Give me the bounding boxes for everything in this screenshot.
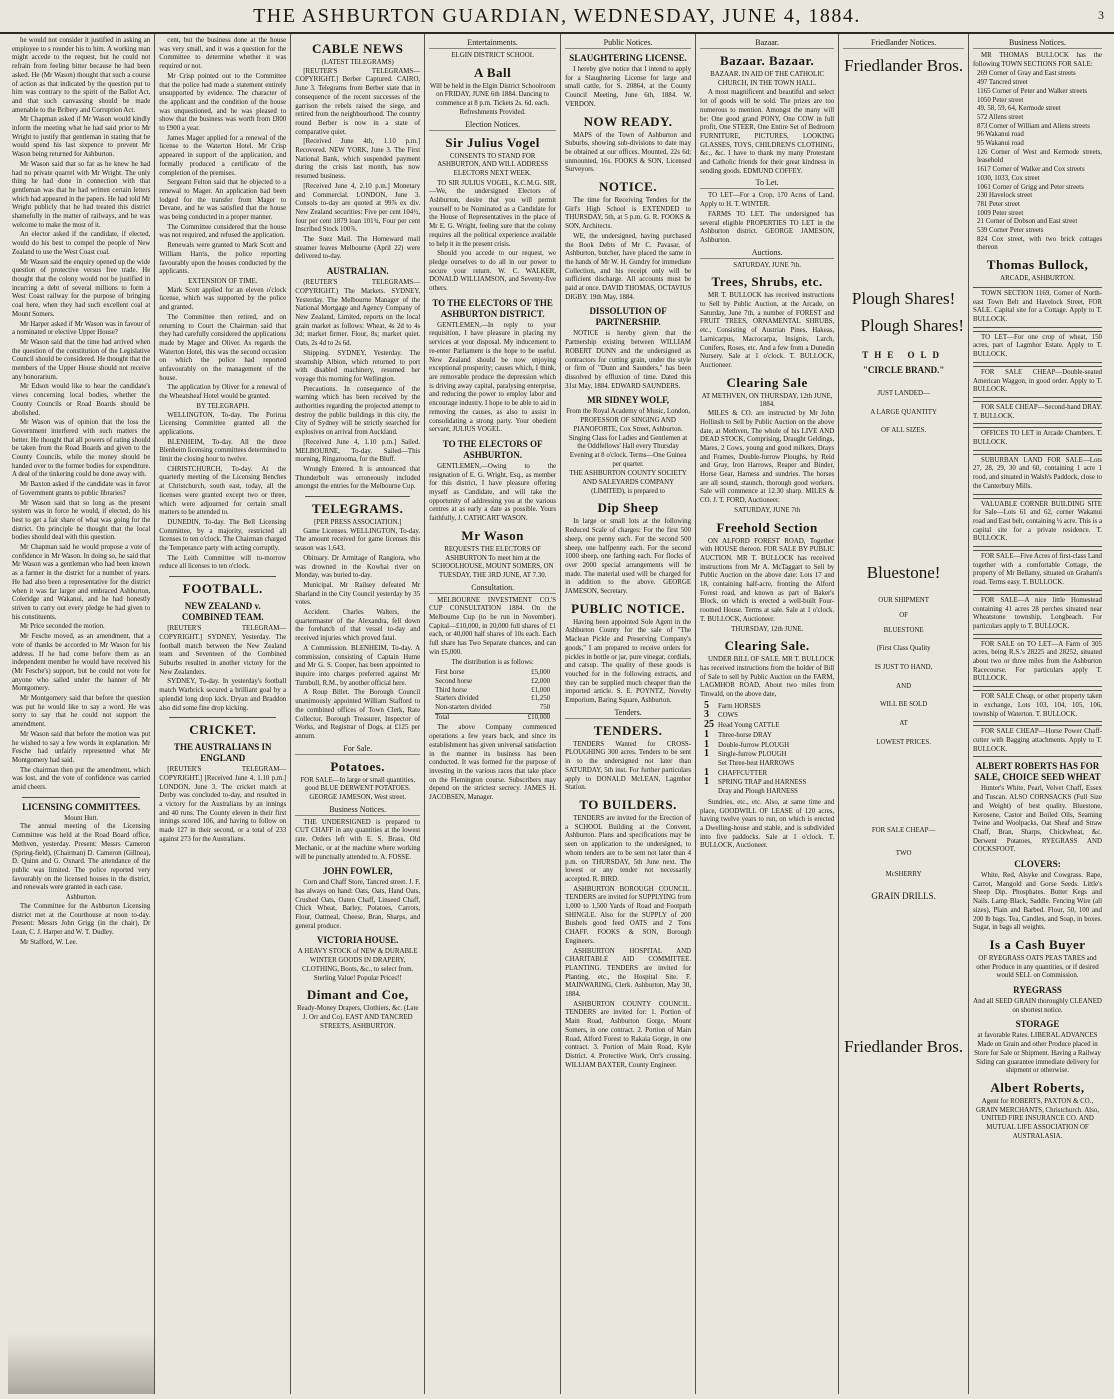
classified-heading: Business Notices.: [973, 37, 1102, 49]
ad-heading: ALBERT ROBERTS HAS FOR SALE, CHOICE SEED WHEAT: [974, 761, 1101, 783]
ad-heading-vogel: Sir Julius Vogel: [445, 134, 540, 150]
list-item: 49, 58, 59, 64, Kermode street: [977, 105, 1061, 113]
ad-text: (First Class Quality: [876, 645, 931, 653]
ad-heading-bluestone: Bluestone!: [866, 563, 941, 583]
list-item: [704, 778, 834, 788]
ad-heading-potatoes: Potatoes.: [330, 758, 386, 774]
ad-body: FOR SALE Cheap, or other property taken in exchange, Lots 103, 104, 105, 106, township of Waterton. T. BULLOCK.: [973, 690, 1102, 722]
table-row: [435, 669, 550, 678]
list-item: 497 Tancred street: [977, 79, 1028, 87]
ad-heading: TO THE ELECTORS OF ASHBURTON.: [442, 438, 543, 460]
classified-heading: Auctions.: [700, 247, 834, 259]
section-heading-football: FOOTBALL.: [182, 581, 263, 597]
ad-body: THE UNDERSIGNED is prepared to CUT CHAFF in any quantities at the lowest rate. Orders left with E. S. Brass, Old Mechanic, or at the machine where working will be punctually attended to. A. FOSSE.: [295, 818, 421, 861]
lot-item: Double-furrow PLOUGH: [718, 741, 790, 749]
lot-item: SPRING TRAP and HARNESS: [718, 779, 807, 787]
ad-body: at favorable Rates. LIBERAL ADVANCES Made on Grain and other Produce placed in Store for Sale or Shipment. Having a Railway Siding can guarantee immediate delivery for shipment or otherwise.: [974, 1032, 1101, 1075]
lot-item: Head Young CATTLE: [718, 722, 780, 730]
ad-heading-freehold: Freehold Section: [716, 519, 818, 535]
classified-heading: Consultation.: [429, 582, 556, 594]
ad-body: Having been appointed Sole Agent in the Ashburton County for the sale of "The Maclean Pickle and Preserving Company's goods," I am prepared to receive orders for pickles in bottle or jar, pure vinegar, cordials, and catsup. The quality of these goods is vouched for in the following extracts, and they can be supplied much cheaper than the imported article. S. E. POYNTZ, Novelty Emporium, Baring Square, Ashburton.: [565, 618, 692, 705]
spacer: [843, 900, 964, 1030]
ad-body: FARMS TO LET. The undersigned has several eligible PROPERTIES TO LET in the Ashburton district. GEORGE JAMESON, Ashburton.: [700, 210, 835, 244]
table-row: [435, 678, 550, 687]
paragraph: James Mager applied for a renewal of the license to the Waterton Hotel. Mr Crisp appeared in support of the application, and formally produced a certificate of the completion of the premises.: [159, 134, 287, 177]
ad-date: THURSDAY, 12th JUNE.: [731, 625, 804, 633]
ad-body: NOTICE is hereby given that the Partnership existing between WILLIAM ROBERT DUNN and the undersigned as contractors for cutting grain, under the style or firm of "Dunn and Saunders," has been dissolved by effluxion of time. Dated this 31st May, 1884. EDWARD SAUNDERS.: [565, 330, 692, 390]
paragraph: [Received June 4, 2.10 p.m.] Monetary and Commercial. LONDON, June 3. Consols to-day are quoted at 99⅞ ex div. New Zealand securities: Five per cent 104½, four per cent 1879 loan 101¾, Four per cent Inscribed Stock 100⅞.: [295, 182, 421, 234]
ad-body: CONSENTS TO STAND FOR ASHBURTON, AND WILL ADDRESS ELECTORS NEXT WEEK.: [437, 152, 549, 177]
list-item: 781 Peter street: [977, 200, 1020, 208]
ad-body: In large or small lots at the following Reduced Scale of charges: For the first 500 sheep, one penny each. For the second 500 sheep, one halfpenny each. For the second 1000 sheep, one farthing each. For flocks of over 2000 special arrangements will be made. The material used will be charged for in addition to the above. GEORGE JAMESON, Secretary.: [565, 518, 692, 596]
paragraph: Mr Wason said that so long as the present system was in force he would, if elected, do his best to get a fair share of what was going for the district. On principle he thought that the local bodies should deal with this question.: [12, 499, 151, 542]
ad-body: A most magnificent and beautiful and select lot of goods will be sold. The prizes are too numerous to mention. Amongst the many will be: One good grand PONY, One COW in full profit, One STEER, One Entire Set of Bedroom FURNITURE, PICTURES, LOOKING GLASSES, TOYS, CHILDREN'S CLOTHING, &c., &c. I have to thank my many Protestant and Catholic friends for their great kindness in sending goods. EDMUND COFFEY.: [700, 89, 835, 175]
subheading: Ashburton.: [65, 894, 97, 902]
ad-body: FOR SALE CHEAP—Second-hand DRAY. T. BULLOCK.: [973, 401, 1102, 424]
paragraph: Mr Wason said the enquiry opened up the wide question of protective versus free trade. He thought that the colony would not be justified in incurring a debt of several millions to form a West Coast railway for the purpose of bringing coal here, when they had such excellent coal at Mount Somers.: [12, 258, 151, 318]
ad-heading-storage: STORAGE: [1015, 1019, 1060, 1030]
ad-body: MR T. BULLOCK has received instructions to Sell by Public Auction, at the Arcade, on Saturday, June 7th, a number of FOREST and FRUIT TREES, ORNAMENTAL SHRUBS, etc., Consisting of Austrian Pines, Hakeas, Larnicarpus, Macrocarpa, Insignis, Larch, Conifers, Roses, etc. And a few from a Dunedin Nursery. Sale at 1 o'clock. T. BULLOCK, Auctioneer.: [700, 292, 835, 369]
ad-body: MR THOMAS BULLOCK has the following TOWN SECTIONS FOR SALE:: [973, 52, 1102, 68]
row-value: 750: [539, 704, 551, 712]
paragraph: Mr Wason was of opinion that the loss the Government interfered with such matters the better. He thought that all powers of rating should be taken from the Road Boards and given to the County Councils, while the money should be handed over to the former bodies for expenditure. A deal of the tinkering could be done away with.: [12, 419, 151, 479]
ad-body: A HEAVY STOCK of NEW & DURABLE WINTER GOODS IN DRAPERY, CLOTHING, Boots, &c., to select from. Sterling Value! Popular Prices!!: [297, 948, 418, 982]
paragraph: Mr Crisp pointed out to the Committee that the police had made a statement entirely unsupported by evidence. The character of the applicant and the condition of the house was unquestioned, and he was pleased to show that the business was worth from £800 to £900 a year.: [159, 72, 287, 133]
lot-quantity: 1: [704, 738, 710, 750]
list-item: 21 Corner of Dobson and East street: [977, 218, 1078, 226]
ad-subheading: THE ASHBURTON COUNTY SOCIETY AND SALEYARDS COMPANY (LIMITED), is prepared to: [569, 470, 687, 495]
paragraph: A Commission. BLENHEIM, To-day. A commission, consisting of Captain Hume and Mr G. S. Cooper, has been appointed to inquire into charges preferred against Mr Turnbull, R.M., by another official here.: [295, 644, 421, 687]
list-item: 1617 Corner of Walker and Cox streets: [977, 166, 1085, 174]
ad-body: FOR SALE—Five Acres of first-class Land together with a comfortable Cottage, the property of Mr Bellamy, situated on Graham's road. Terms easy. T. BULLOCK.: [973, 550, 1102, 591]
ad-heading-ball: A Ball: [473, 64, 512, 80]
lot-quantity: 5: [704, 699, 710, 711]
lot-quantity: 1: [704, 728, 710, 740]
ad-heading-tenders: TENDERS.: [593, 722, 663, 738]
paragraph: Mr Wason said that the time had arrived when the question of the constitution of the Legislative Council should be considered. He thought that the members of the Upper House should not receive any honorarium.: [12, 338, 151, 381]
column-7: [839, 34, 969, 1394]
divider: [305, 496, 410, 497]
paragraph: Mr Montgomery said that before the question was put he would like to say a word. He was sorry to say that he could not support the amendment.: [12, 695, 151, 729]
row-label: Total: [435, 713, 450, 721]
ad-heading-clearing-sale: Clearing Sale: [726, 374, 808, 390]
list-item: 824 Cox street, with two brick cottages thereon: [977, 235, 1102, 252]
ad-heading-public-notice: PUBLIC NOTICE.: [571, 600, 686, 616]
list-item: 873 Corner of William and Allens streets: [977, 122, 1090, 130]
list-item: 539 Corner Peter streets: [977, 227, 1044, 235]
ad-text: TWO: [895, 850, 912, 858]
ad-text: FOR SALE CHEAP—: [871, 827, 936, 835]
classified-heading: Business Notices.: [295, 804, 420, 816]
row-label: Non-starters divided: [435, 704, 492, 712]
ad-body: Should you accede to our request, we pledge ourselves to do all in our power to secure your return. W. C. WALKER, DONALD WILLIAMSON, and Seventy-five others.: [429, 250, 557, 293]
ad-body: MILES & CO. are instructed by Mr John Hollinsh to Sell by Public Auction on the above date, at Methven, The whole of his LIVE AND DEAD STOCK, Comprising, Draught Geldings, Mares, 2 Cows, young and good milkers, Drays and Frames, Double-furrow Ploughs, by Reid and Gray, Iron Harrows, Reaper and Binder, Horse Gear, Harness and sundries. The horses are all sound, staunch, thorough good workers. Sale will commence at 12.30 sharp. MILES & CO. J. T. FORD, Auctioneer.: [700, 410, 835, 505]
classified-heading: Entertainments.: [429, 37, 556, 49]
list-item: 126 Corner of West and Kermode streets, leasehold: [977, 148, 1102, 165]
section-list: [977, 70, 1102, 253]
list-item: 1030, 1033, Cox street: [977, 174, 1040, 182]
spacer: [843, 82, 964, 282]
paragraph: Obituary. Dr Armitage of Rangiora, who was drowned in the Kowhai river on Monday, was buried to-day.: [295, 554, 421, 580]
column-2: [155, 34, 291, 1394]
ad-heading-friedlander: Friedlander Bros.: [844, 1037, 964, 1057]
row-value: £10,000: [527, 713, 551, 721]
paragraph: WELLINGTON, To-day. The Porirua Licensing Committee granted all the applications.: [159, 411, 287, 436]
paragraph: Mr Chapman said he would propose a vote of confidence in Mr Wason. In doing so, he said that Mr Wason was a gentleman who had been known as a farmer in the district for a number of years. He had also been a representative for the district when it was far larger and embraced Ashburton, Coleridge and Wakanui, and he had honestly striven to carry out every pledge he had given to his constituents.: [12, 544, 151, 621]
ad-heading-plough-shares: Plough Shares!: [860, 316, 964, 335]
ad-heading-clovers: CLOVERS:: [1014, 859, 1061, 870]
ad-text: BLUESTONE: [883, 626, 924, 634]
subheading: NEW ZEALAND v. COMBINED TEAM.: [181, 601, 264, 623]
row-label: First horse: [435, 669, 465, 677]
table-row: [435, 687, 550, 696]
ad-heading-dimant: Dimant and Coe,: [306, 987, 409, 1003]
ad-body: Corn and Chaff Store, Tancred street. J. F. has always on hand: Oats, Oats, Hand Oats, Crushed Oats, Oaten Chaff, Linseed Chaff, Chick Wheat, Barley, Potatoes, Carrots, Flour, Oatmeal, Cheese, Bran, Sharps, and general produce.: [295, 879, 421, 930]
ad-text: A LARGE QUANTITY: [870, 408, 937, 416]
ad-text: LOWEST PRICES.: [876, 738, 931, 746]
lot-quantity: 3: [704, 709, 710, 721]
page-number: 3: [1098, 8, 1104, 22]
paragraph: Mr Fesche moved, as an amendment, that a vote of thanks be accorded to Mr Wason for his address. If he had come before them as an independent member he would have received his (Mr Fesche's) support, but he could not vote for anyone who sailed under the banner of Mr Montgomery.: [12, 633, 151, 693]
column-4: [425, 34, 561, 1394]
column-1: [8, 34, 155, 1394]
row-value: £1,250: [531, 695, 551, 703]
ad-heading-dip-sheep: Dip Sheep: [597, 500, 659, 516]
paragraph: cent, but the business done at the house was very small, and it was a question for the Committee to determine whether it was required or not.: [159, 37, 287, 71]
paragraph: BLENHEIM, To-day. All the three Blenheim licensing committees determined to limit the closing hour to twelve.: [159, 438, 287, 464]
paragraph: CHRISTCHURCH, To-day. At the quarterly meeting of the Licensing Benches at Christchurch, south east, today, all the licenses were granted except two or three, which were adjourned for certain small matters to be attended to.: [159, 465, 287, 517]
divider: [169, 717, 276, 718]
ad-body: TO LET—For one crop of wheat, 150 acres, part of Lagmhor Estate. Apply to T. BULLOCK.: [973, 331, 1102, 363]
paragraph: Renewals were granted to Mark Scott and William Harris, the police reporting favourably upon the houses conducted by the applicants.: [159, 242, 287, 276]
masthead: [0, 0, 1114, 34]
paragraph: Mr Wason said that so far as he knew he had had no private quarrel with Mr Wright. The only thing he had done in connection with that gentleman was that he had written certain letters which had appeared in the papers. He had told Mr Wright publicly that he had treated this district shamefully in the matter of railways, and he was welcome to make the most of it.: [12, 160, 151, 229]
section-heading-cable-news: CABLE NEWS: [312, 41, 404, 56]
lot-item: Three-horse DRAY: [718, 731, 772, 739]
list-item: [704, 721, 834, 731]
paragraph: Mr Wason said that before the motion was put he wished to say a few words in explanation. Mr Fesche had unfairly represented what Mr Montgomery had said.: [12, 730, 151, 764]
ad-body: TO SIR JULIUS VOGEL, K.C.M.G. SIR,—We, the undersigned Electors of Ashburton, desire that you will permit yourself to be Nominated as a Candidate for the House of Representatives in the place of Mr E. G. Wright, feeling sure that the colony requires all the political experience available to help it in the present crisis.: [429, 179, 557, 248]
section-heading: AUSTRALIAN.: [326, 266, 389, 277]
classified-heading: Election Notices.: [429, 119, 556, 131]
row-label: Starters divided: [435, 695, 479, 703]
paragraph: An elector asked if the candidate, if elected, would do his best to compel the people of New Zealand to use the West Coast coal.: [12, 231, 151, 256]
paragraph: The chairman then put the amendment, which was lost, and the vote of confidence was carried amid cheers.: [12, 766, 151, 792]
lot-item: CHAFFCUTTER: [718, 769, 768, 777]
paragraph: Sergeant Felton said that he objected to a renewal to Mager. An application had been lodged for the transfer from Mager to Devane, and he was satisfied that the house was being conducted in a proper manner.: [159, 179, 287, 222]
ad-heading: DISSOLUTION OF PARTNERSHIP.: [589, 306, 667, 328]
column-8: [969, 34, 1106, 1394]
paragraph: [REUTER'S TELEGRAMS—COPYRIGHT.] Berber Captured. CAIRO, June 3. Telegrams from Berber state that in consequence of the recent successes of the garrison the rebels raised the siege, and retired from the neighbourhood. The country round Berber is now in a state of comparative quiet.: [295, 67, 421, 136]
ad-body: FOR SALE—In large or small quantities, good BLUE DERWENT POTATOES. GEORGE JAMESON, West street.: [300, 776, 416, 802]
column-5: [561, 34, 696, 1394]
section-heading-cricket: CRICKET.: [189, 722, 257, 738]
ad-body: OFFICES TO LET in Arcade Chambers. T. BULLOCK.: [973, 427, 1102, 450]
ad-heading-plough-shares: Plough Shares!: [851, 289, 956, 308]
list-item: [704, 738, 834, 751]
list-item: 1061 Corner of Grigg and Peter streets: [977, 183, 1084, 191]
paragraph: he would not consider it justified in asking an employee to s rounder his to him. A working man might accede to the request, but he could not refrain from feeling bitter because he had been asked. He (Mr Wason) thought that such a course of action as that indicated by the question put to him was contrary to the spirit of the Ballot Act, and that such canvassing should be made amenable to the Bribery and Corruption Act.: [12, 37, 151, 114]
ad-heading-fowler: JOHN FOWLER,: [322, 866, 393, 877]
ad-body: FOR SALE—A nice little Homestead containing 41 acres 28 perches situated near Wheatstone township, Longbeach. For particulars apply to T. BULLOCK.: [973, 594, 1102, 635]
ad-text: "CIRCLE BRAND.": [862, 365, 945, 375]
ad-body: TENDERS Wanted for CROSS-PLOUGHING 300 acres. Tenders to be sent in to the undersigned not later than SATURDAY, 5th inst. For further particulars apply to DONALD McLEAN, Lagmhor Station.: [565, 740, 692, 792]
paragraph: SYDNEY, To-day. In yesterday's football match Warbrick secured a brilliant goal by a splendid long drop kick. Dryan and Braddon also did some fine drop kicking.: [159, 678, 287, 712]
ad-body: Hunter's White, Pearl, Velvet Chaff, Essex and Tuscan. ALSO CORNSACKS (Full Size and Weight) of best quality. Bluestone, Kerosene, Castor and Boiled Oils, Seaming Twine and Woolpacks, Oat Sheaf and Straw Chaff, Bran, Sharps, Chickwheat, &c. Derwent Potatoes, RYEGRASS AND COCKSFOOT.: [973, 785, 1102, 854]
ad-body: FOR SALE CHEAP—Horse Power Chaff-cutter with Bagging attachments. Apply to T. BULLOCK.: [973, 725, 1102, 757]
classified-heading: Bazaar.: [700, 37, 834, 49]
table-row: [435, 704, 550, 713]
paragraph: Mr Edson would like to hear the candidate's views concerning local bodies, whether the County Councils or Road Boards should be abolished.: [12, 383, 151, 417]
ad-text: OUR SHIPMENT: [878, 597, 929, 605]
row-value: £2,000: [531, 677, 551, 685]
list-item: [704, 728, 834, 741]
ad-text: JUST LANDED—: [877, 390, 930, 397]
ad-subheading: AT METHVEN, ON THURSDAY, 12th JUNE, 1884.: [701, 392, 833, 409]
paragraph: Precautions. In consequence of the warning which has been received by the authorities regarding the projected attempt to destroy the public buildings in this city, the City of Sydney will be strictly searched for explosives on arrival from Auckland.: [295, 385, 421, 437]
row-label: Third horse: [435, 686, 468, 694]
paragraph: The Committee then retired, and on returning to Court the Chairman said that they had carefully considered the applications made by Mager and Oliver. As regards the Waterton Hotel, this was the second occasion on which the police had reported unfavourably on the management of the house.: [159, 313, 287, 382]
paragraph: Mr Harper asked if Mr Wason was in favour of a nominated or elective Upper House?: [12, 320, 151, 337]
ad-body: SUBURBAN LAND FOR SALE—Lots 27, 28, 29, 30 and 60, containing 1 acre 1 rood, and situated in Walsh's Paddock, close to the Canterbury Mills.: [973, 454, 1102, 495]
ad-heading-friedlander: Friedlander Bros.: [844, 56, 964, 75]
ad-body: ON ALFORD FOREST ROAD, Together with HOUSE thereon. FOR SALE BY PUBLIC AUCTION. MR T. BULLOCK has received instructions from Mr A. McTaggart to Sell by Public Auction on the above date: Lots 17 and 18, containing half-acre, fronting the Alford Forest road, and known as part of Baker's Block, on which is erected a well-built Four-roomed House. Terms at sale. Sale at 1 o'clock. T. BULLOCK, Auctioneer.: [700, 537, 835, 623]
ad-heading-builders: TO BUILDERS.: [579, 797, 677, 812]
ad-heading-clearing-sale-2: Clearing Sale.: [724, 638, 810, 654]
list-item: 230 Havelock street: [977, 192, 1033, 200]
classified-heading: To Let.: [700, 177, 834, 189]
ad-body: And all SEED GRAIN thoroughly CLEANED on shortest notice.: [973, 998, 1102, 1014]
ad-body: I hereby give notice that I intend to apply for a Slaughtering License for large and small cattle, for S. 20864, at the County Council Meeting, June 6th, 1884. W. VERDON.: [565, 66, 692, 108]
ad-text: OF ALL SIZES.: [881, 427, 927, 435]
ad-heading-ryegrass: RYEGRASS: [1013, 985, 1062, 996]
ad-date: SATURDAY, JUNE 7th.: [733, 261, 802, 269]
ad-body: TO LET—For a Crop, 170 Acres of Land. Apply to H. T. WINTER.: [700, 192, 835, 209]
ad-body: VALUABLE CORNER BUILDING SITE for Sale—Lots 61 and 62, corner Wakanui road and East belt, containing ¼ acre. This is a capital site for a private residence. T. BULLOCK.: [973, 498, 1102, 548]
row-value: £1,000: [531, 686, 551, 694]
ad-text: OF: [899, 611, 909, 619]
ad-body: The time for Receiving Tenders for the Girl's High School is EXTENDED to THURSDAY, 5th, at 5 p.m. G. R. FOOKS & SON, Architects.: [565, 197, 692, 231]
ad-body: FOR SALE on TO LET—A Farm of 305 acres, being R.S.'s 28225 and 28252, situated about two or three miles from the Ashburton Racecourse. For particulars apply T. BULLOCK.: [973, 638, 1102, 688]
ad-body: Will be held in the Elgin District Schoolroom on FRIDAY, JUNE 6th 1884. Dancing to commence at 8 p.m. Tickets 2s. 6d. each. Refreshments Provided.: [429, 82, 556, 116]
list-item: 1009 Peter street: [977, 209, 1024, 217]
ad-subheading: ELGIN DISTRICT SCHOOL: [451, 52, 534, 59]
ad-date: SATURDAY, JUNE 7th: [734, 506, 801, 514]
ad-heading-albert-roberts: Albert Roberts,: [990, 1079, 1085, 1095]
list-item: 269 Corner of Gray and East streets: [977, 70, 1076, 78]
ad-subheading: ARCADE, ASHBURTON.: [1000, 275, 1075, 283]
ad-body: Sundries, etc., etc. Also, at same time and place, GOODWILL OF LEASE of 120 acres, having twelve years to run, on which is erected a Dwelling-house and stable, and is subdivided into five paddocks. Sale at 1 o'clock. T. BULLOCK, Auctioneer.: [700, 798, 835, 850]
paragraph: Game Licenses. WELLINGTON, To-day. The amount received for game licenses this season was 1,643.: [295, 527, 421, 553]
paragraph: Shipping. SYDNEY, Yesterday. The steamship Albion, which returned to port with disabled machinery, resumed her voyage this morning for Wellington.: [295, 349, 421, 383]
subheading: THE AUSTRALIANS IN ENGLAND: [174, 742, 272, 764]
paragraph: Municipal. Mr Railsey defeated Mr Sharland in the City Council yesterday by 35 votes.: [295, 581, 421, 607]
paragraph: (REUTER'S TELEGRAMS—COPYRIGHT.) The Markets. SYDNEY, Yesterday. The Melbourne Manager of the National Mortgage and Agency Company of New Zealand, Limited, reports on the local grain market as follows: Wheat, 4s 2d to 4s 3d; market firmer. Flour, 8s; market quiet. Oats, 2s 4d to 2s 6d.: [295, 279, 421, 348]
ad-body: Ready-Money Drapers, Clothiers, &c. (Late J. Orr and Co). EAST AND TANCRED STREETS, ASHBURTON.: [296, 1005, 419, 1030]
paragraph: Mr Baxton asked if the candidate was in favor of Government grants to public libraries?: [12, 481, 151, 497]
ad-body: TOWN SECTION 1169, Corner of North-east Town Belt and Havelock Street, FOR SALE. Capital site for a Cottage. Apply to T. BULLOCK.: [973, 287, 1102, 328]
ad-body: White, Red, Alsyke and Cowgrass. Rape, Carrot, Mangold and Gorse Seeds. Little's Sheep Dip. Phosphates. Butter Kegs and Nails. Lamp Black, Saddle. Fencing Wire (all sizes), Plain and Barbed. Flour, 50, 100 and 200 lb bags. Tea, Candles, and Soap, in boxes. Sugar, in bags all weights.: [973, 872, 1102, 932]
paragraph: [Received June 4th, 1.10 p.m.] Recovered. NEW YORK, June 3. The First National Bank, which suspended payment during the crisis last month, has now resumed business.: [295, 138, 421, 181]
subheading: EXTENSION OF TIME.: [188, 277, 258, 285]
paragraph: Mr Chapman asked if Mr Wason would kindly inform the meeting what he had said prior to Mr Wright to justify that gentleman in stating that he would spend his last sixpence to prevent Mr Wason being returned for Ashburton.: [12, 116, 151, 159]
section-heading: LICENSING COMMITTEES.: [22, 801, 141, 812]
subheading: Mount Hutt.: [64, 814, 99, 822]
list-item: [704, 711, 834, 721]
ad-heading: TO THE ELECTORS OF THE ASHBURTON DISTRICT.: [432, 297, 553, 319]
table-row: [435, 713, 550, 723]
column-3: [291, 34, 425, 1394]
ad-body: ASHBURTON COUNTY COUNCIL. TENDERS are invited for: 1. Portion of Main Road, Ashburton Gorge, Mount Somers, in one contract. 2. Portion of Main Road, Alford Forest to Rakaia Gorge, in one contract. 3. Portion of Main Road, Kyle District. 4. Protective Work, Orr's crossing. WILLIAM BAXTER, County Engineer.: [565, 1000, 692, 1069]
lot-item: Single-furrow PLOUGH: [718, 751, 787, 759]
paragraph: The Committee for the Ashburton Licensing district met at the Courthouse at noon to-day. Present: Messrs John Grigg (in the chair), Dr Lean, C. J. Harper and W. T. Dudley.: [12, 902, 151, 936]
ad-body: MAPS of the Town of Ashburton and Suburbs, showing sub-divisions to date may be obtained at our offices. Mounted, 22s 6d; unmounted, 16s. FOOKS & SON, Licensed Surveyors.: [565, 131, 692, 174]
ad-body: FOR SALE CHEAP—Double-seated American Waggon, in good order. Apply to T. BULLOCK.: [973, 366, 1102, 398]
ad-body: WE, the undersigned, having purchased the Book Debts of Mr C. Pavasar, of Ashburton, butcher, have placed the same in the hands of Mr W. H. Gundry for immediate Collection, and his receipt only will be sufficient discharge. All accounts must be paid at once. DAVID THOMAS, OCTAVIUS DIGBY. 19th May, 1884.: [565, 232, 692, 301]
lot-quantity: 1: [704, 748, 710, 760]
divider: [22, 797, 140, 798]
list-item: [704, 699, 834, 712]
paragraph: The Leith Committee will to-morrow reduce all licenses to ten o'clock.: [159, 554, 287, 571]
list-item: [704, 750, 834, 760]
paragraph: The application by Oliver for a renewal of the Wheatsheaf Hotel would be granted.: [159, 384, 287, 401]
lot-item: Farm HORSES: [718, 702, 761, 710]
ad-body: Agent for ROBERTS, PAXTON & CO., GRAIN MERCHANTS, Christchurch. Also, UNITED FIRE INSURANCE CO. AND MUTUAL LIFE ASSOCIATION OF AUSTRALASIA.: [976, 1097, 1099, 1140]
distribution-table: [435, 669, 550, 722]
classified-heading: Tenders.: [565, 707, 691, 719]
column-6: [696, 34, 839, 1394]
spacer: [843, 436, 964, 556]
list-item: 572 Allens street: [977, 113, 1024, 121]
list-item: [704, 760, 834, 769]
lot-quantity: 25: [704, 719, 715, 731]
subheading: [PER PRESS ASSOCIATION.]: [313, 519, 402, 527]
list-item: 96 Wakanui road: [977, 131, 1024, 139]
lot-quantity: 1: [704, 776, 710, 788]
ad-heading-thomas-bullock: Thomas Bullock,: [986, 257, 1089, 273]
classified-heading: Friedlander Notices.: [843, 37, 964, 49]
lot-item: COWS: [718, 712, 738, 720]
list-item: [704, 788, 834, 797]
ad-text: AND: [896, 682, 912, 690]
lot-list: [704, 699, 834, 797]
spacer: [843, 747, 964, 827]
ad-heading-now-ready: NOW READY.: [583, 113, 673, 129]
classified-heading: Public Notices.: [565, 37, 691, 49]
lot-quantity: 1: [704, 766, 710, 778]
ad-body: MELBOURNE INVESTMENT CO.'S CUP CONSULTATION 1884. On the Melbourne Cup (to be run in November). Capital—£10,000, in 20,000 full shares of £1 each, or 40,000 half shares of 10s each. Each full share has Two Separate chances, and can win £5,000.: [429, 596, 557, 656]
ad-body: TENDERS are invited for the Erection of a SCHOOL Building at the Convent, Ashburton. Plans and specifications may be seen on application to the undersigned, to whom tenders are to be sent not later than 4 p.m. on THURSDAY, 5th June next. The lowest or any tender not necessarily accepted. R. BIRD.: [565, 815, 692, 883]
row-label: Second horse: [435, 677, 473, 685]
ad-text: AT: [899, 720, 908, 728]
newspaper-columns: [8, 34, 1106, 1394]
table-row: [435, 695, 550, 704]
ad-text: GRAIN DRILLS.: [871, 890, 936, 901]
ad-text: McSHERRY: [885, 870, 922, 878]
subheading: BY TELEGRAPH.: [196, 402, 250, 410]
paragraph: The annual meeting of the Licensing Committee was held at the Road Board office, Methven, yesterday. Present: Messrs Cameron (Spring-field), (Chairman) D. Cameron (Gillnea), D. Quinn and G. Oxnard. The attendance of the public was limited. The police reported very favourably on the licensed houses in the district, and renewals were granted in each case.: [12, 823, 151, 892]
masthead-title: THE ASHBURTON GUARDIAN, WEDNESDAY, JUNE 4, 1884.: [253, 4, 861, 27]
ad-subheading: The distribution is as follows:: [451, 658, 534, 666]
paragraph: A Roup Billet. The Borough Council unanimously appointed William Stafford to the combined offices of Town Clerk, Rate Collector, Borough Treasurer, Inspector of Works, and Registrar of Dogs, at £125 per annum.: [295, 689, 421, 740]
list-item: 1050 Peter street: [977, 96, 1024, 104]
paragraph: DUNEDIN, To-day. The Bell Licensing Committee, by a majority, restricted all licenses to ten o'clock. The Chairman charged the Temperance party with acting corruptly.: [159, 518, 287, 553]
ad-text: THE OLD: [862, 350, 945, 360]
ad-body: ASHBURTON BOROUGH COUNCIL. TENDERS are invited for SUPPLYING from 1,000 to 1,500 Yards of Road and Footpath SHINGLE. Also for the SUPPLY of 200 Bushels good feed OATS and 2 Tons CHAFF. FOOKS & SON, Borough Engineers.: [565, 885, 692, 945]
ad-body: OF RYEGRASS OATS PEAS TARES and other Produce in any quantities, or if desired would SELL on Commission.: [976, 954, 1099, 980]
row-value: £5,000: [531, 669, 551, 677]
list-item: [704, 766, 834, 779]
paragraph: The Committee considered that the house was not required, and refused the application.: [159, 223, 287, 240]
paragraph: Wrongly Entered. It is announced that Thunderbolt was erroneously included amongst the entries for the Melbourne Cup.: [295, 465, 421, 491]
ad-heading-trees: Trees, Shrubs, etc.: [711, 274, 823, 290]
ad-heading-bazaar: Bazaar. Bazaar.: [719, 53, 815, 68]
ad-heading: SLAUGHTERING LICENSE.: [569, 53, 687, 63]
lot-item: Set Three-best HARROWS: [718, 760, 795, 767]
paragraph: The Suez Mail. The Homeward mail steamer leaves Melbourne (April 22) were delivered to-day.: [295, 236, 421, 261]
ad-heading-victoria-house: VICTORIA HOUSE.: [317, 935, 399, 946]
paragraph: Mark Scott applied for an eleven o'clock license, which was supported by the police and granted.: [159, 286, 287, 312]
paragraph: [REUTER'S TELEGRAM—COPYRIGHT.] [Received June 4, 1.10 p.m.] LONDON, June 3. The cricket match at Derby was concluded to-day, and resulted in a victory for the Australians by an innings and 40 runs. The County eleven in their first innings scored 106, and having to follow on made 127 in their second, or a total of 233 against 273 for the Australians.: [159, 766, 287, 843]
section-heading-telegrams: TELEGRAMS.: [312, 501, 404, 517]
lot-item: Dray and Plough HARNESS: [718, 788, 798, 796]
page-stain: [8, 1334, 154, 1394]
ad-heading-notice: NOTICE.: [599, 179, 658, 195]
subheading: (LATEST TELEGRAMS): [321, 59, 394, 66]
ad-heading-wolf: MR SIDNEY WOLF,: [587, 395, 670, 406]
ad-text: IS JUST TO HAND,: [874, 663, 933, 671]
paragraph: [REUTER'S TELEGRAM—COPYRIGHT.] SYDNEY, Yesterday. The football match between the New Zealand team and Seventeen of the Combined Suburbs resulted in another victory for the New Zealanders.: [159, 625, 287, 676]
ad-text: WILL BE SOLD: [880, 701, 928, 709]
ad-body: GENTLEMEN,—In reply to your requisition, I have pleasure in placing my services at your disposal. My inducement to re-enter Parliament is the hope to be useful. New Zealand should be now enjoying exceptional prosperity; causes which, I think, are removable produce the depression which is driving away capital, paralysing enterprise, and reducing the power to employ labor and encourage industry. I hope to be able to aid in removing the causes, as also to assist in consolidating a strong party. Your obedient servant, JULIUS VOGEL.: [429, 321, 557, 434]
list-item: 95 Wakanui road: [977, 140, 1024, 148]
paragraph: Accident. Charles Walters, the quartermaster of the Alexandra, fell down the forehatch of that vessel to-day and received injuries which proved fatal.: [295, 609, 421, 643]
ad-body: ASHBURTON HOSPITAL AND CHARITABLE AID COMMITTEE. PLANTING. TENDERS are invited for Planting, etc., the Hospital Site. F. MAINWARING, Clerk. Ashburton, May 30, 1884.: [565, 947, 692, 999]
ad-body: From the Royal Academy of Music, London, PROFESSOR OF SINGING AND PIANOFORTE, Cox Street, Ashburton. Singing Class for Ladies and Gentlemen at the Oddfellows' Hall every Thursday Evening at 8 o'clock. Terms—One Guinea per quarter.: [566, 408, 691, 468]
paragraph: Mr Stafford, W. Lee.: [20, 938, 78, 946]
ad-body: REQUESTS THE ELECTORS OF ASHBURTON To meet him at the SCHOOLHOUSE, MOUNT SOMERS, ON TUESDAY, THE 3RD JUNE, AT 7.30.: [431, 545, 554, 579]
ad-body: The above Company commenced operations a few years back, and since its establishment has given universal satisfaction in the manner its business has been conducted. It was formed for the purpose of investing in the various races that take place on the Flemington course. Subscribers may depend on the strictest secrecy. JAMES H. JACOBSEN, Manager.: [429, 724, 557, 802]
paragraph: Mr Price seconded the motion.: [20, 623, 105, 631]
divider: [169, 576, 276, 577]
classified-heading: For Sale.: [295, 743, 420, 755]
list-item: 1165 Corner of Peter and Walker streets: [977, 87, 1088, 95]
ad-body: GENTLEMEN,—Owing to the resignation of E. G. Wright, Esq., as member for this district, I have pleasure offering myself as Candidate, and will take the opportunity of addressing you at the various centres at as early a date as possible. Yours faithfully, J. CATHCART WASON.: [429, 462, 557, 523]
ad-body: BAZAAR. IN AID OF THE CATHOLIC CHURCH, IN THE TOWN HALL.: [710, 71, 825, 87]
ad-heading-mr-wason: Mr Wason: [461, 527, 524, 543]
paragraph: [Received June 4, 1.10 p.m.] Sailed. MELBOURNE, To-day. Sailed—This morning, Ringarooma, for the Bluff.: [295, 438, 421, 464]
ad-heading-cash-buyer: Is a Cash Buyer: [989, 936, 1086, 952]
ad-body: UNDER BILL OF SALE. MR T. BULLOCK has received instructions from the holder of Bill of Sale to sell by Public Auction on the FARM, LAGMHOR ROAD, About two miles from Tinwald, on the above date,: [700, 656, 835, 699]
